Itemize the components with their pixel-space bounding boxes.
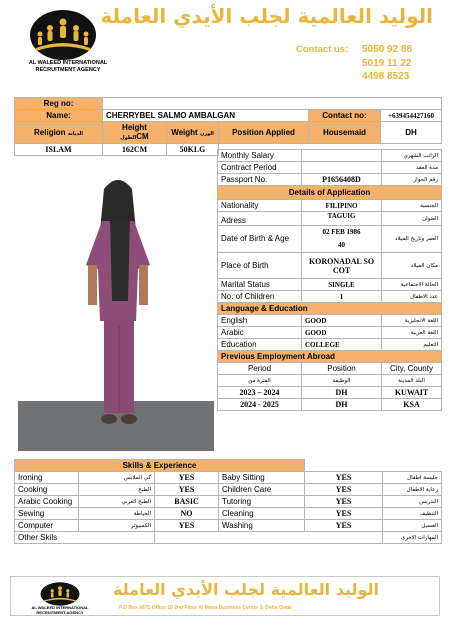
employment-row	[218, 387, 442, 399]
religion-header	[15, 122, 103, 144]
employment-col-position-ar: الوظيفة	[302, 375, 382, 387]
skill-tutoring-value: YES	[305, 496, 383, 508]
skill-row	[15, 472, 442, 484]
name-value: CHERRYBEL SALMO AMBALGAN	[103, 110, 309, 122]
skill-arabic-cooking-label-ar: الطبخ العربي	[79, 496, 155, 508]
passport-label: Passport No.	[218, 174, 302, 186]
salary-value[interactable]	[302, 150, 382, 162]
skill-ironing-label: Ironing	[15, 472, 79, 484]
skill-ironing-label-ar: كي الملابس	[79, 472, 155, 484]
language-header: Language & Education	[218, 303, 442, 315]
skill-children-care-label: Children Care	[219, 484, 305, 496]
skill-baby-sitting-value: YES	[305, 472, 383, 484]
skill-arabic-cooking-label: Arabic Cooking	[15, 496, 79, 508]
contract-period-label-ar: مدة العقد	[382, 162, 442, 174]
arabic-label: Arabic	[218, 327, 302, 339]
employment-col-place-ar: البلد المدينة	[382, 375, 442, 387]
skill-tutoring-label-ar: التدريس	[383, 496, 442, 508]
name-label: Name:	[15, 110, 103, 122]
applicant-form	[14, 97, 441, 156]
reg-no-field[interactable]	[103, 98, 442, 110]
marital-status-label-ar: الحالة الاجتماعية	[382, 279, 442, 291]
skill-computer-label-ar: الكمبيوتر	[79, 520, 155, 532]
employment-period: 2023 – 2024	[218, 387, 302, 399]
skill-washing-value: YES	[305, 520, 383, 532]
salary-label: Monthly Salary	[218, 150, 302, 162]
applicant-photo	[18, 161, 214, 451]
skill-cleaning-label-ar: التنظيف	[383, 508, 442, 520]
marital-status-value: SINGLE	[302, 279, 382, 291]
contract-period-label: Contract Period	[218, 162, 302, 174]
dob-label: Date of Birth & Age	[218, 226, 302, 253]
footer-agency-name-ar: الوليد العالمية لجلب الأيدي العاملة	[112, 580, 379, 599]
height-unit: CM	[136, 131, 149, 141]
reg-no-label: Reg no:	[15, 98, 103, 110]
employment-col-place: City, County	[382, 363, 442, 375]
position-code: DH	[381, 122, 442, 144]
passport-value: P1656408D	[302, 174, 382, 186]
skill-tutoring-label: Tutoring	[219, 496, 305, 508]
contract-period-value[interactable]	[302, 162, 382, 174]
position-label: Position Applied	[219, 122, 309, 144]
phone-list	[362, 43, 412, 84]
marital-status-label: Marital Status	[218, 279, 302, 291]
age-value: 40	[338, 241, 345, 249]
weight-value: 50KLG	[167, 144, 219, 156]
skill-sewing-label: Sewing	[15, 508, 79, 520]
phone-number[interactable]: 5019 11 22	[362, 57, 412, 69]
address-label-ar: العنوان	[382, 212, 442, 226]
height-label: Height	[122, 122, 147, 132]
footer-agency-line-1: AL WALEED INTERNATIONAL	[31, 605, 89, 610]
agency-name-ar: الوليد العالمية لجلب الأيدي العاملة	[100, 4, 433, 28]
skill-cleaning-label: Cleaning	[219, 508, 305, 520]
skill-sewing-label-ar: الخياطة	[79, 508, 155, 520]
phone-number[interactable]: 5050 92 88	[362, 44, 413, 55]
contact-no-label: Contact no:	[309, 110, 381, 122]
skill-washing-label-ar: الغسيل	[383, 520, 442, 532]
contact-label: Contact us:	[296, 44, 349, 55]
page-header	[0, 0, 455, 92]
employment-col-position: Position	[302, 363, 382, 375]
skill-cooking-value: YES	[155, 484, 219, 496]
footer-agency-name	[19, 606, 101, 615]
application-details	[217, 149, 441, 411]
arabic-value: GOOD	[302, 327, 382, 339]
salary-label-ar: الراتب الشهري	[382, 150, 442, 162]
skill-arabic-cooking-value: BASIC	[155, 496, 219, 508]
skill-baby-sitting-label-ar: جليسة اطفال	[383, 472, 442, 484]
skill-computer-label: Computer	[15, 520, 79, 532]
other-skills-label-ar: المهارات الاخرى	[383, 532, 442, 544]
skill-cooking-label-ar: الطبخ	[79, 484, 155, 496]
agency-name-line-1: AL WALEED INTERNATIONAL	[28, 60, 108, 66]
skill-washing-label: Washing	[219, 520, 305, 532]
dob-value	[302, 226, 382, 253]
employment-position: DH	[302, 387, 382, 399]
education-value: COLLEGE	[302, 339, 382, 351]
place-of-birth-label-ar: مكان الميلاد	[382, 253, 442, 279]
skill-row	[15, 484, 442, 496]
skill-cleaning-value: YES	[305, 508, 383, 520]
children-label: No. of Children	[218, 291, 302, 303]
english-label: English	[218, 315, 302, 327]
skill-row	[15, 496, 442, 508]
employment-row	[218, 399, 442, 411]
address-label: Adress	[218, 212, 302, 226]
children-label-ar: عدد الاطفال	[382, 291, 442, 303]
religion-value: ISLAM	[15, 144, 103, 156]
skill-row	[15, 508, 442, 520]
nationality-value: FILIPINO	[302, 200, 382, 212]
weight-label-ar: الوزن	[199, 131, 214, 137]
skill-cooking-label: Cooking	[15, 484, 79, 496]
dob-label-ar: العمر وتاريخ الميلاد	[382, 226, 442, 253]
other-skills-value[interactable]	[155, 532, 383, 544]
details-header: Details of Application	[218, 186, 442, 200]
skill-baby-sitting-label: Baby Sitting	[219, 472, 305, 484]
employment-place: KUWAIT	[382, 387, 442, 399]
address-value: TAGUIG	[302, 212, 382, 226]
english-label-ar: اللغة الانجليزية	[382, 315, 442, 327]
religion-label-ar: الديانة	[67, 131, 83, 137]
skills-section	[14, 459, 441, 544]
employment-col-period-ar: الفترة من	[218, 375, 302, 387]
nationality-label: Nationality	[218, 200, 302, 212]
phone-number[interactable]: 4498 8523	[362, 71, 410, 82]
employment-col-period: Period	[218, 363, 302, 375]
arabic-label-ar: اللغة العربية	[382, 327, 442, 339]
skill-children-care-label-ar: رعاية الاطفال	[383, 484, 442, 496]
weight-label: Weight	[171, 128, 198, 137]
passport-label-ar: رقم الجواز	[382, 174, 442, 186]
agency-name-line-2: RECRUITMENT AGENCY	[35, 66, 101, 73]
dob-date: 02 FEB 1986	[322, 228, 361, 236]
agency-name-en	[14, 60, 122, 73]
place-of-birth-label: Place of Birth	[218, 253, 302, 279]
employment-position: DH	[302, 399, 382, 411]
height-value: 162CM	[103, 144, 167, 156]
employment-period: 2024 - 2025	[218, 399, 302, 411]
education-label-ar: التعليم	[382, 339, 442, 351]
footer-address: P.O Box 6671 Office 10 2nd Floor Al Mana Business Center 3, Doha Qatar	[119, 605, 293, 611]
weight-header	[167, 122, 219, 144]
page-footer	[10, 576, 440, 616]
footer-agency-line-2: RECRUITMENT AGENCY	[36, 609, 84, 615]
height-label-ar: الطول	[120, 134, 137, 141]
position-value: Housemaid	[309, 122, 381, 144]
skill-ironing-value: YES	[155, 472, 219, 484]
other-skills-label: Other Skils	[15, 532, 155, 544]
skill-row	[15, 520, 442, 532]
children-value: 1	[302, 291, 382, 303]
religion-label: Religion	[34, 128, 66, 137]
skill-computer-value: YES	[155, 520, 219, 532]
footer-logo	[37, 581, 83, 607]
employment-header: Previous Employment Abroad	[218, 351, 442, 363]
agency-logo	[28, 8, 98, 62]
skill-children-care-value: YES	[305, 484, 383, 496]
skills-header: Skills & Experience	[15, 460, 305, 472]
skill-sewing-value: NO	[155, 508, 219, 520]
height-header	[103, 122, 167, 144]
contact-no-value: +639454427160	[381, 110, 442, 122]
english-value: GOOD	[302, 315, 382, 327]
place-of-birth-value: KORONADAL SO COT	[302, 253, 382, 279]
education-label: Education	[218, 339, 302, 351]
nationality-label-ar: الجنسية	[382, 200, 442, 212]
employment-place: KSA	[382, 399, 442, 411]
